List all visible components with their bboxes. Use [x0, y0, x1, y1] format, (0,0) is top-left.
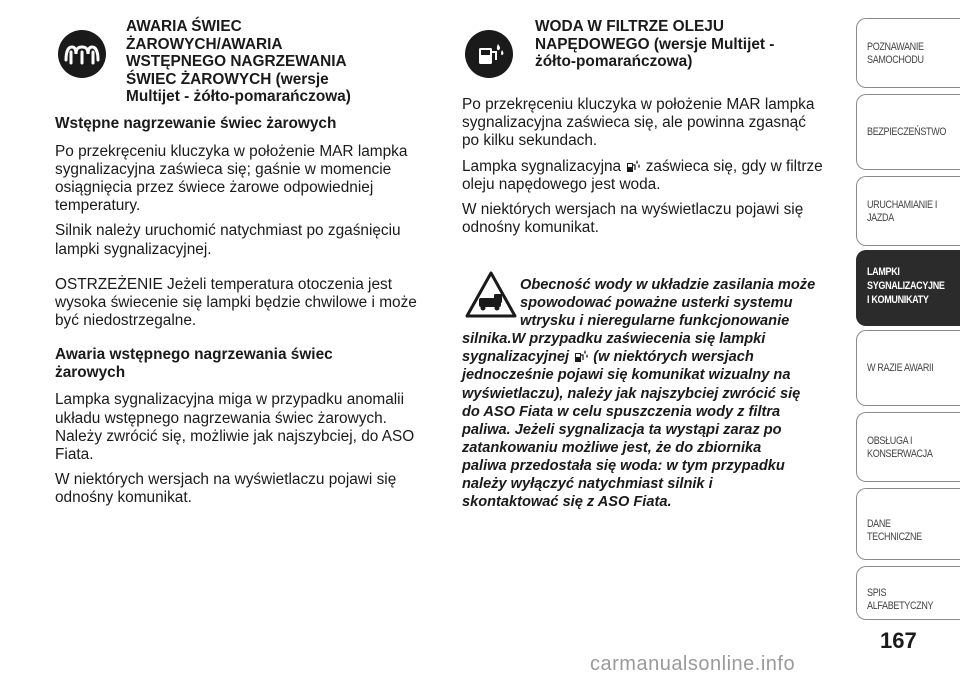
- tab-obsluga-konserwacja[interactable]: OBSŁUGA I KONSERWACJA: [856, 412, 960, 482]
- paragraph: Silnik należy uruchomić natychmiast po zgaśnięciu lampki sygnalizacyjnej.: [55, 222, 401, 258]
- left-section-title: AWARIA ŚWIEC ŻAROWYCH/AWARIA WSTĘPNEGO NAGRZEWANIA ŚWIEC ŻAROWYCH (wersje Multijet - żółto-pomarańczowa): [126, 18, 351, 105]
- paragraph: Po przekręceniu kluczyka w położenie MAR lampka sygnalizacyjna zaświeca się, ale powinna zgasnąć po kilku sekundach.: [462, 96, 815, 150]
- right-section-title: WODA W FILTRZE OLEJU NAPĘDOWEGO (wersje Multijet - żółto-pomarańczowa): [535, 18, 775, 70]
- tab-poznawanie-samochodu[interactable]: POZNAWANIE SAMOCHODU: [856, 18, 960, 88]
- water-in-fuel-icon: [573, 349, 589, 363]
- warning-note: OSTRZEŻENIE Jeżeli temperatura otoczenia jest wysoka świecenie się lampki będzie chwilowe i może być niedostrzegalne.: [55, 275, 417, 330]
- tab-spis-alfabetyczny[interactable]: SPIS ALFABETYCZNY: [856, 566, 960, 620]
- tab-lampki-sygnalizacyjne[interactable]: LAMPKI SYGNALIZACYJNE I KOMUNIKATY: [856, 250, 960, 326]
- right-column-body: [462, 96, 852, 237]
- page-number: 167: [880, 628, 917, 653]
- subheading-preheating-failure: Awaria wstępnego nagrzewania świec żarowych: [55, 346, 333, 381]
- tab-bezpieczenstwo[interactable]: BEZPIECZEŃSTWO: [856, 94, 960, 170]
- left-column-body: [55, 115, 445, 508]
- paragraph: W niektórych wersjach na wyświetlaczu pojawi się odnośny komunikat.: [462, 201, 804, 237]
- paragraph: Lampka sygnalizacyjna zaświeca się, gdy w filtrze oleju napędowego jest woda.: [462, 157, 823, 193]
- tab-uruchamianie-jazda[interactable]: URUCHAMIANIE I JAZDA: [856, 176, 960, 246]
- paragraph: W niektórych wersjach na wyświetlaczu pojawi się odnośny komunikat.: [55, 471, 397, 507]
- water-in-fuel-icon: [625, 159, 641, 173]
- warning-text: Obecność wody w układzie zasilania może spowodować poważne usterki systemu wtrysku i nieregularne funkcjonowanie silnika.W przypadku zaświecenia się lampki sygnalizacyjnej (w niektórych wersjach jednocześnie pojawi się komunikat wizualny na wyświetlaczu), należy jak najszybciej zwrócić się do ASO Fiata w celu spuszczenia wody z filtra paliwa. Jeżeli sygnalizacja ta wystąpi zaraz po zatankowaniu możliwe jest, że do zbiornika paliwa przedostała się woda: w tym przypadku należy wyłączyć natychmiast silnik i skontaktować się z ASO Fiata.: [462, 277, 816, 511]
- paragraph: Po przekręceniu kluczyka w położenie MAR lampka sygnalizacyjna zaświeca się; gaśnie w momencie osiągnięcia przez świece żarowe odpowiedniej temperatury.: [55, 142, 408, 215]
- water-in-fuel-icon: [465, 30, 513, 78]
- tab-w-razie-awarii[interactable]: W RAZIE AWARII: [856, 330, 960, 406]
- subheading-preheating: Wstępne nagrzewanie świec żarowych: [55, 115, 337, 132]
- watermark: carmanualsonline.info: [590, 653, 796, 675]
- paragraph: Lampka sygnalizacyjna miga w przypadku anomalii układu wstępnego nagrzewania świec żarowych. Należy zwrócić się, możliwie jak najszybciej, do ASO Fiata.: [55, 391, 415, 463]
- glow-plug-icon: [58, 30, 106, 78]
- chapter-tabs: [856, 0, 960, 678]
- tab-dane-techniczne[interactable]: DANE TECHNICZNE: [856, 488, 960, 560]
